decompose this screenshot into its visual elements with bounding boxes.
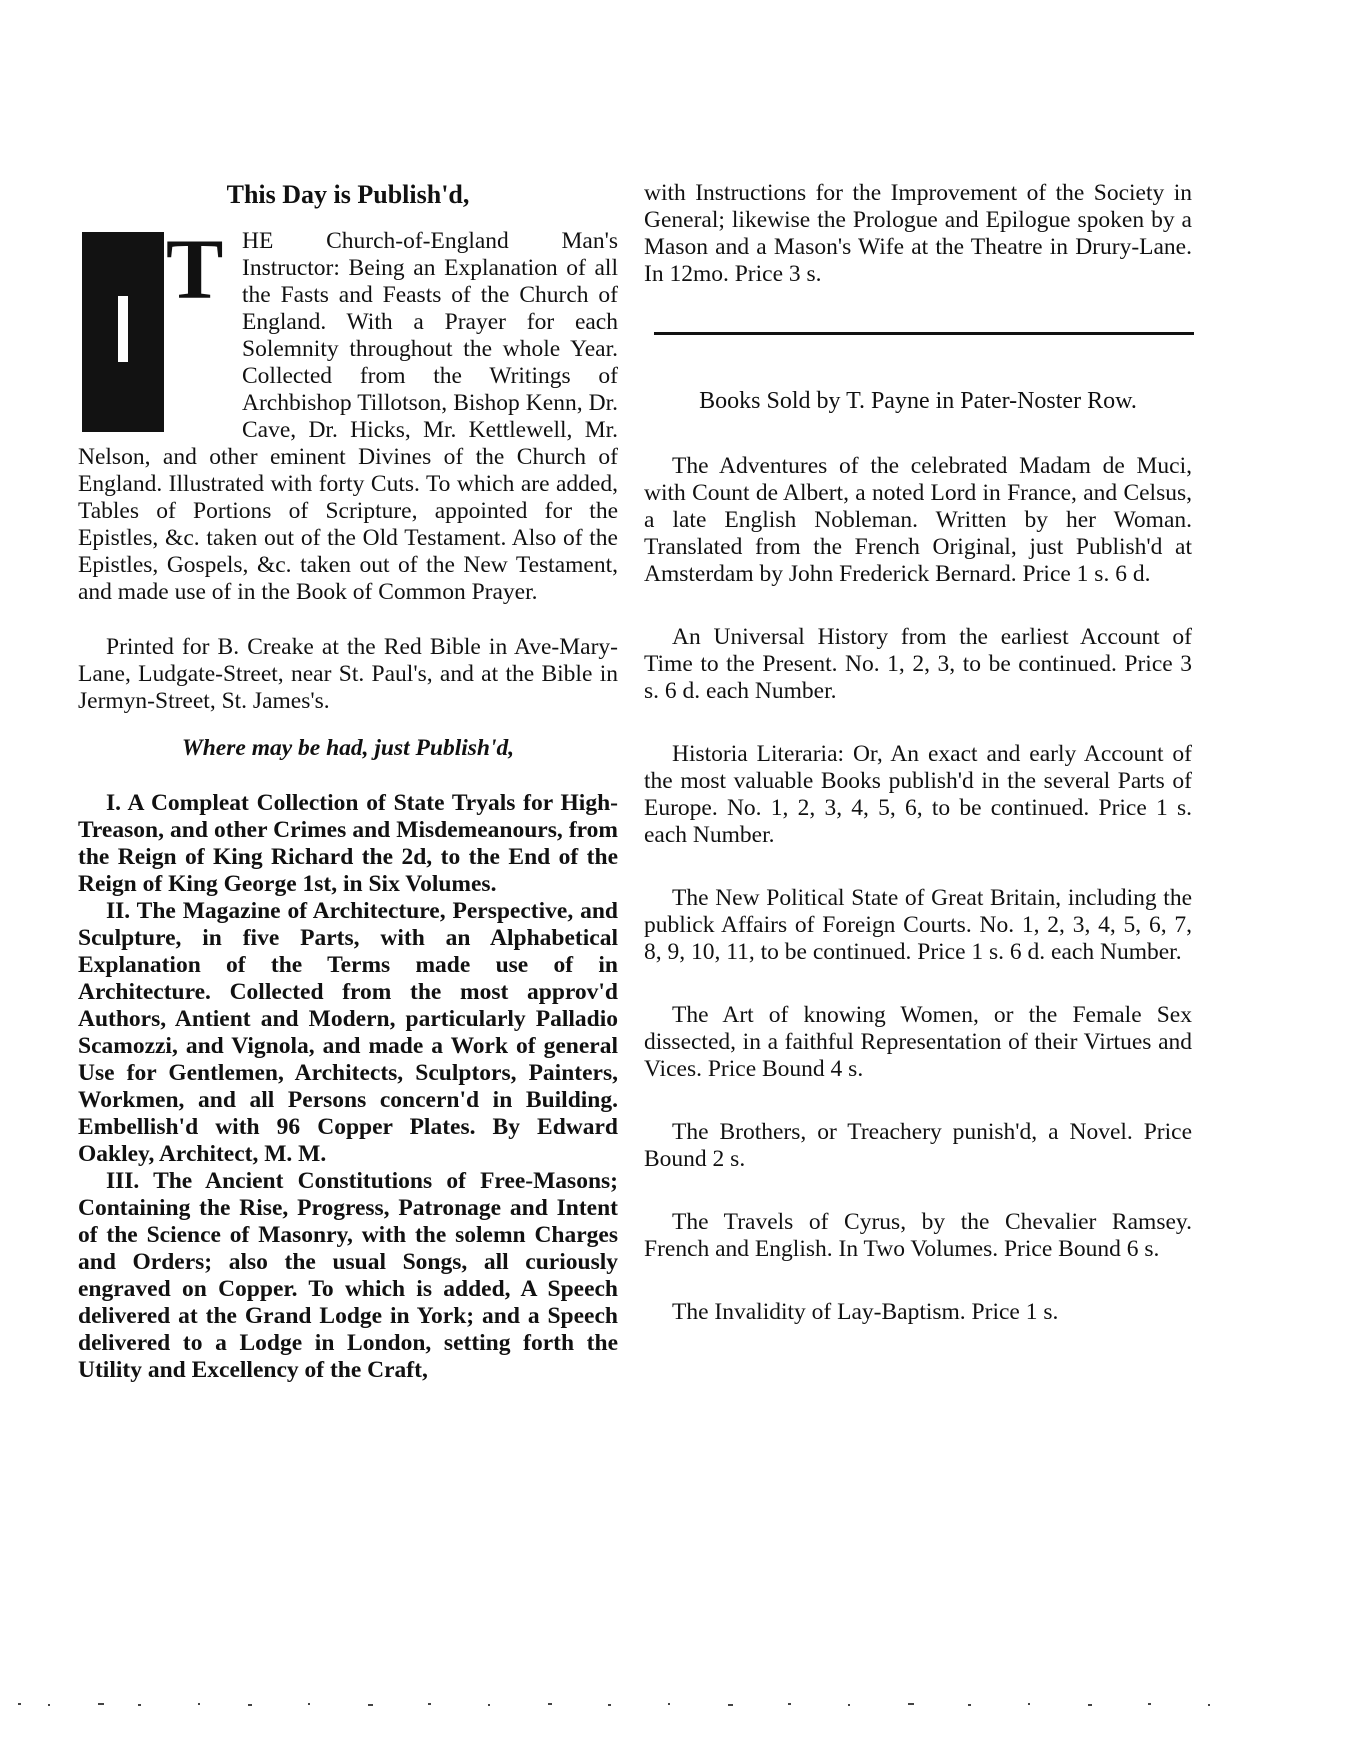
list-item: I. A Compleat Collection of State Tryals for High-Treason, and other Crimes and Misdemeanours, from the Reign of King Richard the 2d, to the End of the Reign of King George 1st, in Six Volumes.: [78, 790, 618, 897]
list-item: III. The Ancient Constitutions of Free-Masons; Containing the Rise, Progress, Patronage and Intent of the Science of Masonry, with the solemn Charges and Orders; also the usual Songs, all curiously engraved on Copper. To which is added, A Speech delivered at the Grand Lodge in York; and a Speech delivered to a Lodge in London, setting forth the Utility and Excellency of the Craft,: [78, 1168, 618, 1383]
intro-paragraph: HE Church-of-England Man's Instructor: Being an Explanation of all the Fasts and Feasts of the Church of England. With a Prayer for each Solemnity throughout the whole Year. Collected from the Writings of Archbishop Tillotson, Bishop Kenn, Dr. Cave, Dr. Hicks, Mr. Kettlewell, Mr. Nelson, and other eminent Divines of the Church of England. Illustrated with forty Cuts. To which are added, Tables of Portions of Scripture, appointed for the Epistles, &c. taken out of the Old Testament. Also of the Epistles, Gospels, &c. taken out of the New Testament, and made use of in the Book of Common Prayer.: [78, 228, 618, 605]
list-item: The Art of knowing Women, or the Female Sex dissected, in a faithful Representation of their Virtues and Vices. Price Bound 4 s.: [644, 1002, 1192, 1082]
woodcut-ornament-icon: [82, 232, 164, 432]
list-item: The Invalidity of Lay-Baptism. Price 1 s.: [672, 1299, 1059, 1325]
list-item: An Universal History from the earliest Account of Time to the Present. No. 1, 2, 3, to be continued. Price 3 s. 6 d. each Number.: [644, 624, 1192, 704]
printer-imprint: Printed for B. Creake at the Red Bible in Ave-Mary-Lane, Ludgate-Street, near St. Paul's, and at the Bible in Jermyn-Street, St. James's.: [78, 634, 618, 714]
publication-heading: This Day is Publish'd,: [226, 180, 470, 209]
left-column: [78, 180, 618, 1384]
where-had-heading: Where may be had, just Publish'd,: [181, 735, 515, 761]
list-item: The Travels of Cyrus, by the Chevalier Ramsey. French and English. In Two Volumes. Price Bound 6 s.: [644, 1209, 1192, 1262]
scan-noise: [8, 1700, 1258, 1708]
list-item: Historia Literaria: Or, An exact and early Account of the most valuable Books publish'd in the several Parts of Europe. No. 1, 2, 3, 4, 5, 6, to be continued. Price 1 s. each Number.: [644, 741, 1192, 848]
continuation-paragraph: with Instructions for the Improvement of the Society in General; likewise the Prologue and Epilogue spoken by a Mason and a Mason's Wife at the Theatre in Drury-Lane. In 12mo. Price 3 s.: [644, 180, 1192, 287]
drop-cap-letter: T: [166, 221, 224, 317]
right-column: [644, 180, 1192, 1326]
list-item: The New Political State of Great Britain, including the publick Affairs of Foreign Courts. No. 1, 2, 3, 4, 5, 6, 7, 8, 9, 10, 11, to be continued. Price 1 s. 6 d. each Number.: [644, 885, 1192, 965]
books-sold-heading: Books Sold by T. Payne in Pater-Noster Row.: [699, 388, 1137, 414]
list-item: The Adventures of the celebrated Madam de Muci, with Count de Albert, a noted Lord in France, and Celsus, a late English Nobleman. Written by her Woman. Translated from the French Original, just Publish'd at Amsterdam by John Frederick Bernard. Price 1 s. 6 d.: [644, 453, 1192, 587]
section-divider: [654, 332, 1194, 335]
list-item: II. The Magazine of Architecture, Perspective, and Sculpture, in five Parts, with an Alphabetical Explanation of the Terms made use of in Architecture. Collected from the most approv'd Authors, Antient and Modern, particularly Palladio Scamozzi, and Vignola, and made a Work of general Use for Gentlemen, Architects, Sculptors, Painters, Workmen, and all Persons concern'd in Building. Embellish'd with 96 Copper Plates. By Edward Oakley, Architect, M. M.: [78, 898, 618, 1167]
ornamental-drop-cap: [78, 221, 228, 440]
list-item: The Brothers, or Treachery punish'd, a Novel. Price Bound 2 s.: [644, 1119, 1192, 1172]
